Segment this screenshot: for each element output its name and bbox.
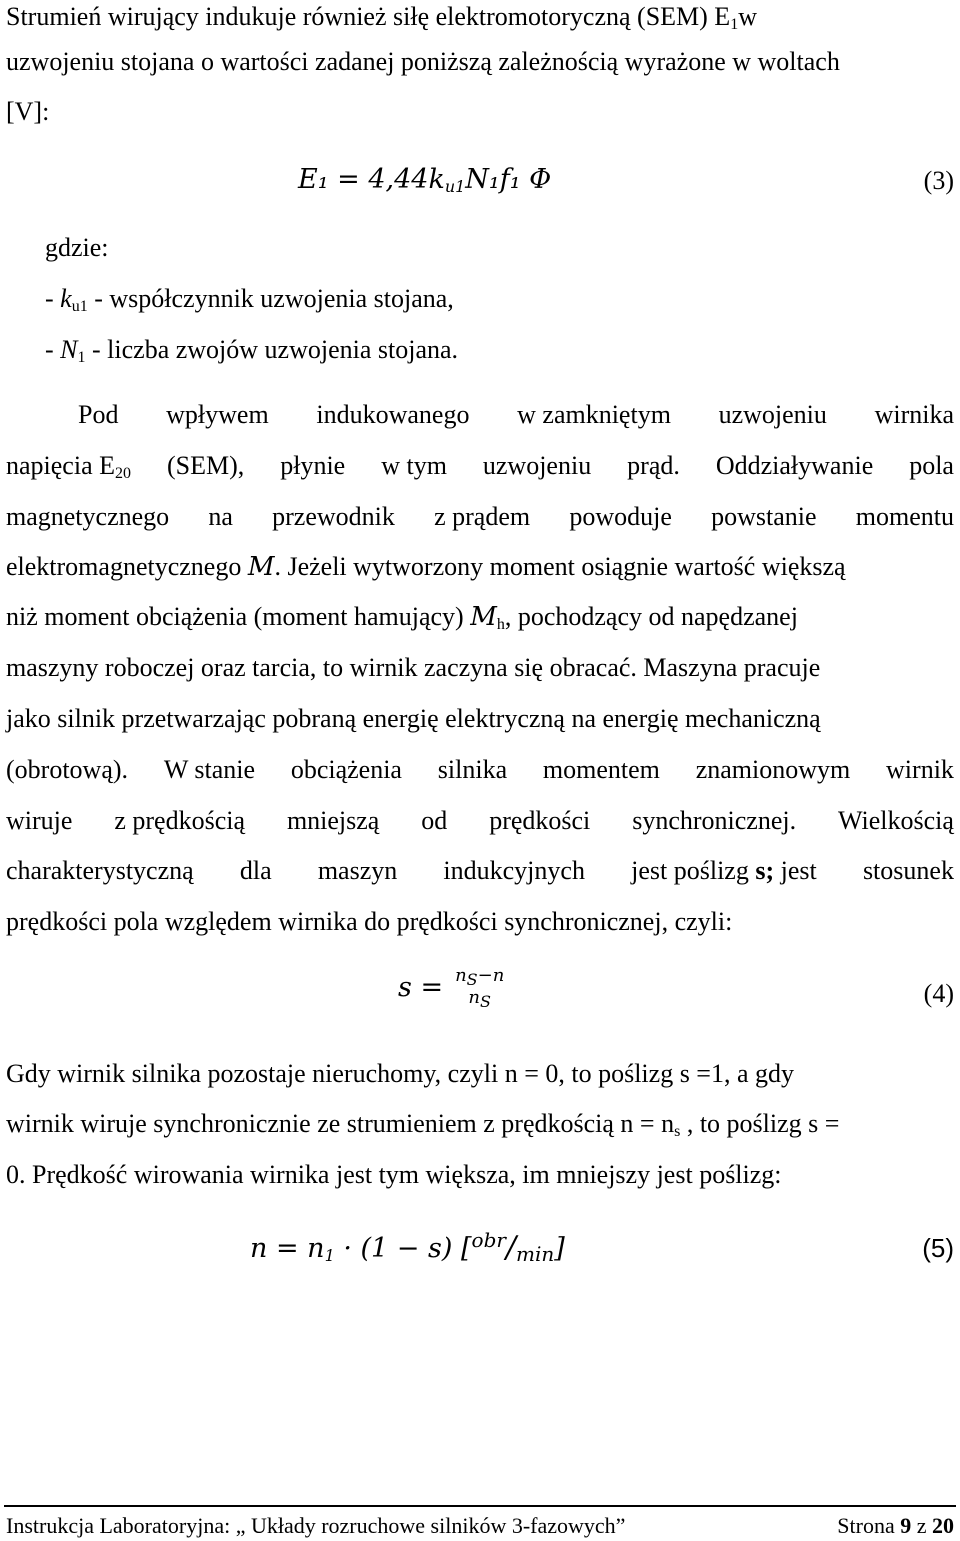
word: na [208,502,233,531]
word: dla [239,856,272,885]
equation-5-number: (5) [922,1233,954,1263]
para1-line2: uzwojeniu stojana o wartości zadanej poniższą zależnością wyrażone w woltach [6,47,840,76]
symbol-mh: M [470,602,497,632]
word: maszyn [317,856,398,885]
para2-line4 [6,550,954,584]
para2-line11: prędkości pola względem wirnika do prędkości synchronicznej, czyli: [6,907,733,936]
equation-5: $n = n_1 \cdot (1 - s)$ $[^{obr}/_{min}]$ [250,1228,565,1266]
eq5-lhs: n = n [250,1233,325,1264]
symbol-m: M [247,552,275,582]
word: w zamkniętym [517,400,671,429]
para1-line1-text: Strumień wirujący indukuje również siłę elektromotoryczną (SEM) E [6,2,731,31]
footer-title: Instrukcja Laboratoryjna: „ Układy rozruchowe silników 3-fazowych” [6,1513,626,1538]
where-item-1-symbol: k [60,284,72,313]
word: pola [909,451,954,480]
word: obciążenia [290,755,402,784]
word: Pod [78,400,119,429]
equation-4-number: (4) [923,979,954,1008]
where-item-1-prefix: - [45,284,61,313]
text: niż moment obciążenia (moment hamujący) [6,602,471,631]
eq5-rest: · (1 − s) [ [334,1233,472,1264]
where-item-1-sub: u1 [71,298,88,315]
equation-4 [398,965,504,1009]
eq5-sub: 1 [324,1246,335,1265]
word: w tym [381,451,447,480]
eq4-denominator [455,987,504,1009]
where-item-2 [45,333,954,367]
where-item-2-text: - liczba zwojów uzwojenia stojana. [85,335,459,364]
where-item-2-prefix: - [45,335,61,364]
text: , to poślizg s = [680,1109,840,1138]
word: przewodnik [272,502,395,531]
word: W stanie [163,755,256,784]
page-label: Strona [837,1513,901,1538]
where-item-2-sub: 1 [77,349,86,366]
where-item-1 [45,282,954,316]
word: synchronicznej. [632,806,797,835]
para1-line1 [6,0,954,34]
word: jest [780,856,817,885]
word: uzwojeniu [482,451,592,480]
para1-line1-sub: 1 [730,16,739,33]
word: indukcyjnych [443,856,585,885]
text: elektromagnetycznego [6,552,248,581]
word: (obrotową). [6,755,129,784]
eq3-sub: u1 [444,177,466,196]
para3-line3: 0. Prędkość wirowania wirnika jest tym większa, im mniejszy jest poślizg: [6,1160,782,1189]
word: napięcia E [6,451,115,480]
word: od [421,806,448,835]
eq4-fraction [455,965,504,1009]
eq5-unit-num: obr [471,1228,506,1252]
para2-line7: jako silnik przetwarzając pobraną energię elektryczną na energię mechaniczną [6,704,821,733]
eq4-num-rest: −n [477,965,505,986]
sub: h [496,616,505,633]
page-number [837,1513,954,1539]
bold-symbol-s: s; [755,856,775,885]
para2-line10 [6,854,954,888]
para2-line1 [78,398,954,432]
equation-3-number: (3) [923,166,954,195]
page-total: 20 [932,1513,954,1538]
text: , pochodzący od napędzanej [504,602,798,631]
para2-line2 [6,449,954,483]
word: wirnika [874,400,954,429]
word: momentu [855,502,954,531]
word: silnika [437,755,508,784]
word: płynie [280,451,346,480]
eq4-lhs: s = [398,971,444,1003]
eq3-lhs: E₁ = 4,44k [298,164,445,195]
para2-line9 [6,804,954,838]
where-item-2-symbol: N [60,335,78,364]
para3-line2 [6,1107,954,1141]
para1-line1-end: w [738,2,757,31]
where-label: gdzie: [45,233,109,262]
word: powstanie [711,502,817,531]
eq4-den-sub: S [480,992,491,1011]
para3-line1: Gdy wirnik silnika pozostaje nieruchomy, czyli n = 0, to poślizg s =1, a gdy [6,1059,795,1088]
eq3-rest: N₁f₁ Φ [465,164,552,195]
where-item-1-text: - współczynnik uzwojenia stojana, [87,284,454,313]
word: wiruje [6,806,73,835]
para2-line8 [6,753,954,787]
para2-line6: maszyny roboczej oraz tarcia, to wirnik zaczyna się obracać. Maszyna pracuje [6,653,821,682]
word: indukowanego [316,400,470,429]
word: Oddziaływanie [715,451,874,480]
para2-line3 [6,500,954,534]
eq5-unit-den: min [516,1242,555,1266]
text: wirnik wiruje synchronicznie ze strumieniem z prędkością n = n [6,1109,675,1138]
word: powoduje [569,502,672,531]
eq4-num-sub: S [466,970,478,989]
word: z prędkością [114,806,246,835]
word: mniejszą [286,806,380,835]
word: uzwojeniu [718,400,827,429]
word: prędkości [489,806,591,835]
eq4-den-n: n [468,987,480,1008]
sub: 20 [115,465,131,482]
eq4-numerator [455,965,504,987]
eq5-close: ] [554,1233,565,1264]
word: momentem [542,755,660,784]
para1-line3: [V]: [6,97,50,126]
equation-3 [298,164,551,195]
word: prąd. [627,451,680,480]
footer-rule [4,1505,956,1507]
word: znamionowym [695,755,851,784]
para2-line5 [6,600,954,634]
eq4-num-n: n [455,965,467,986]
word: Wielkością [838,806,954,835]
word: wirnik [886,755,954,784]
text: . Jeżeli wytworzony moment osiągnie wartość większą [274,552,846,581]
word: magnetycznego [6,502,170,531]
page-footer [6,1513,954,1539]
page-of: z [911,1513,932,1538]
word: z prądem [434,502,531,531]
sub: s [674,1123,681,1140]
word: charakterystyczną [6,856,194,885]
word: jest poślizg [631,856,749,885]
word: (SEM), [166,451,245,480]
word: stosunek [862,856,954,885]
word: wpływem [166,400,269,429]
page-current: 9 [900,1513,912,1538]
